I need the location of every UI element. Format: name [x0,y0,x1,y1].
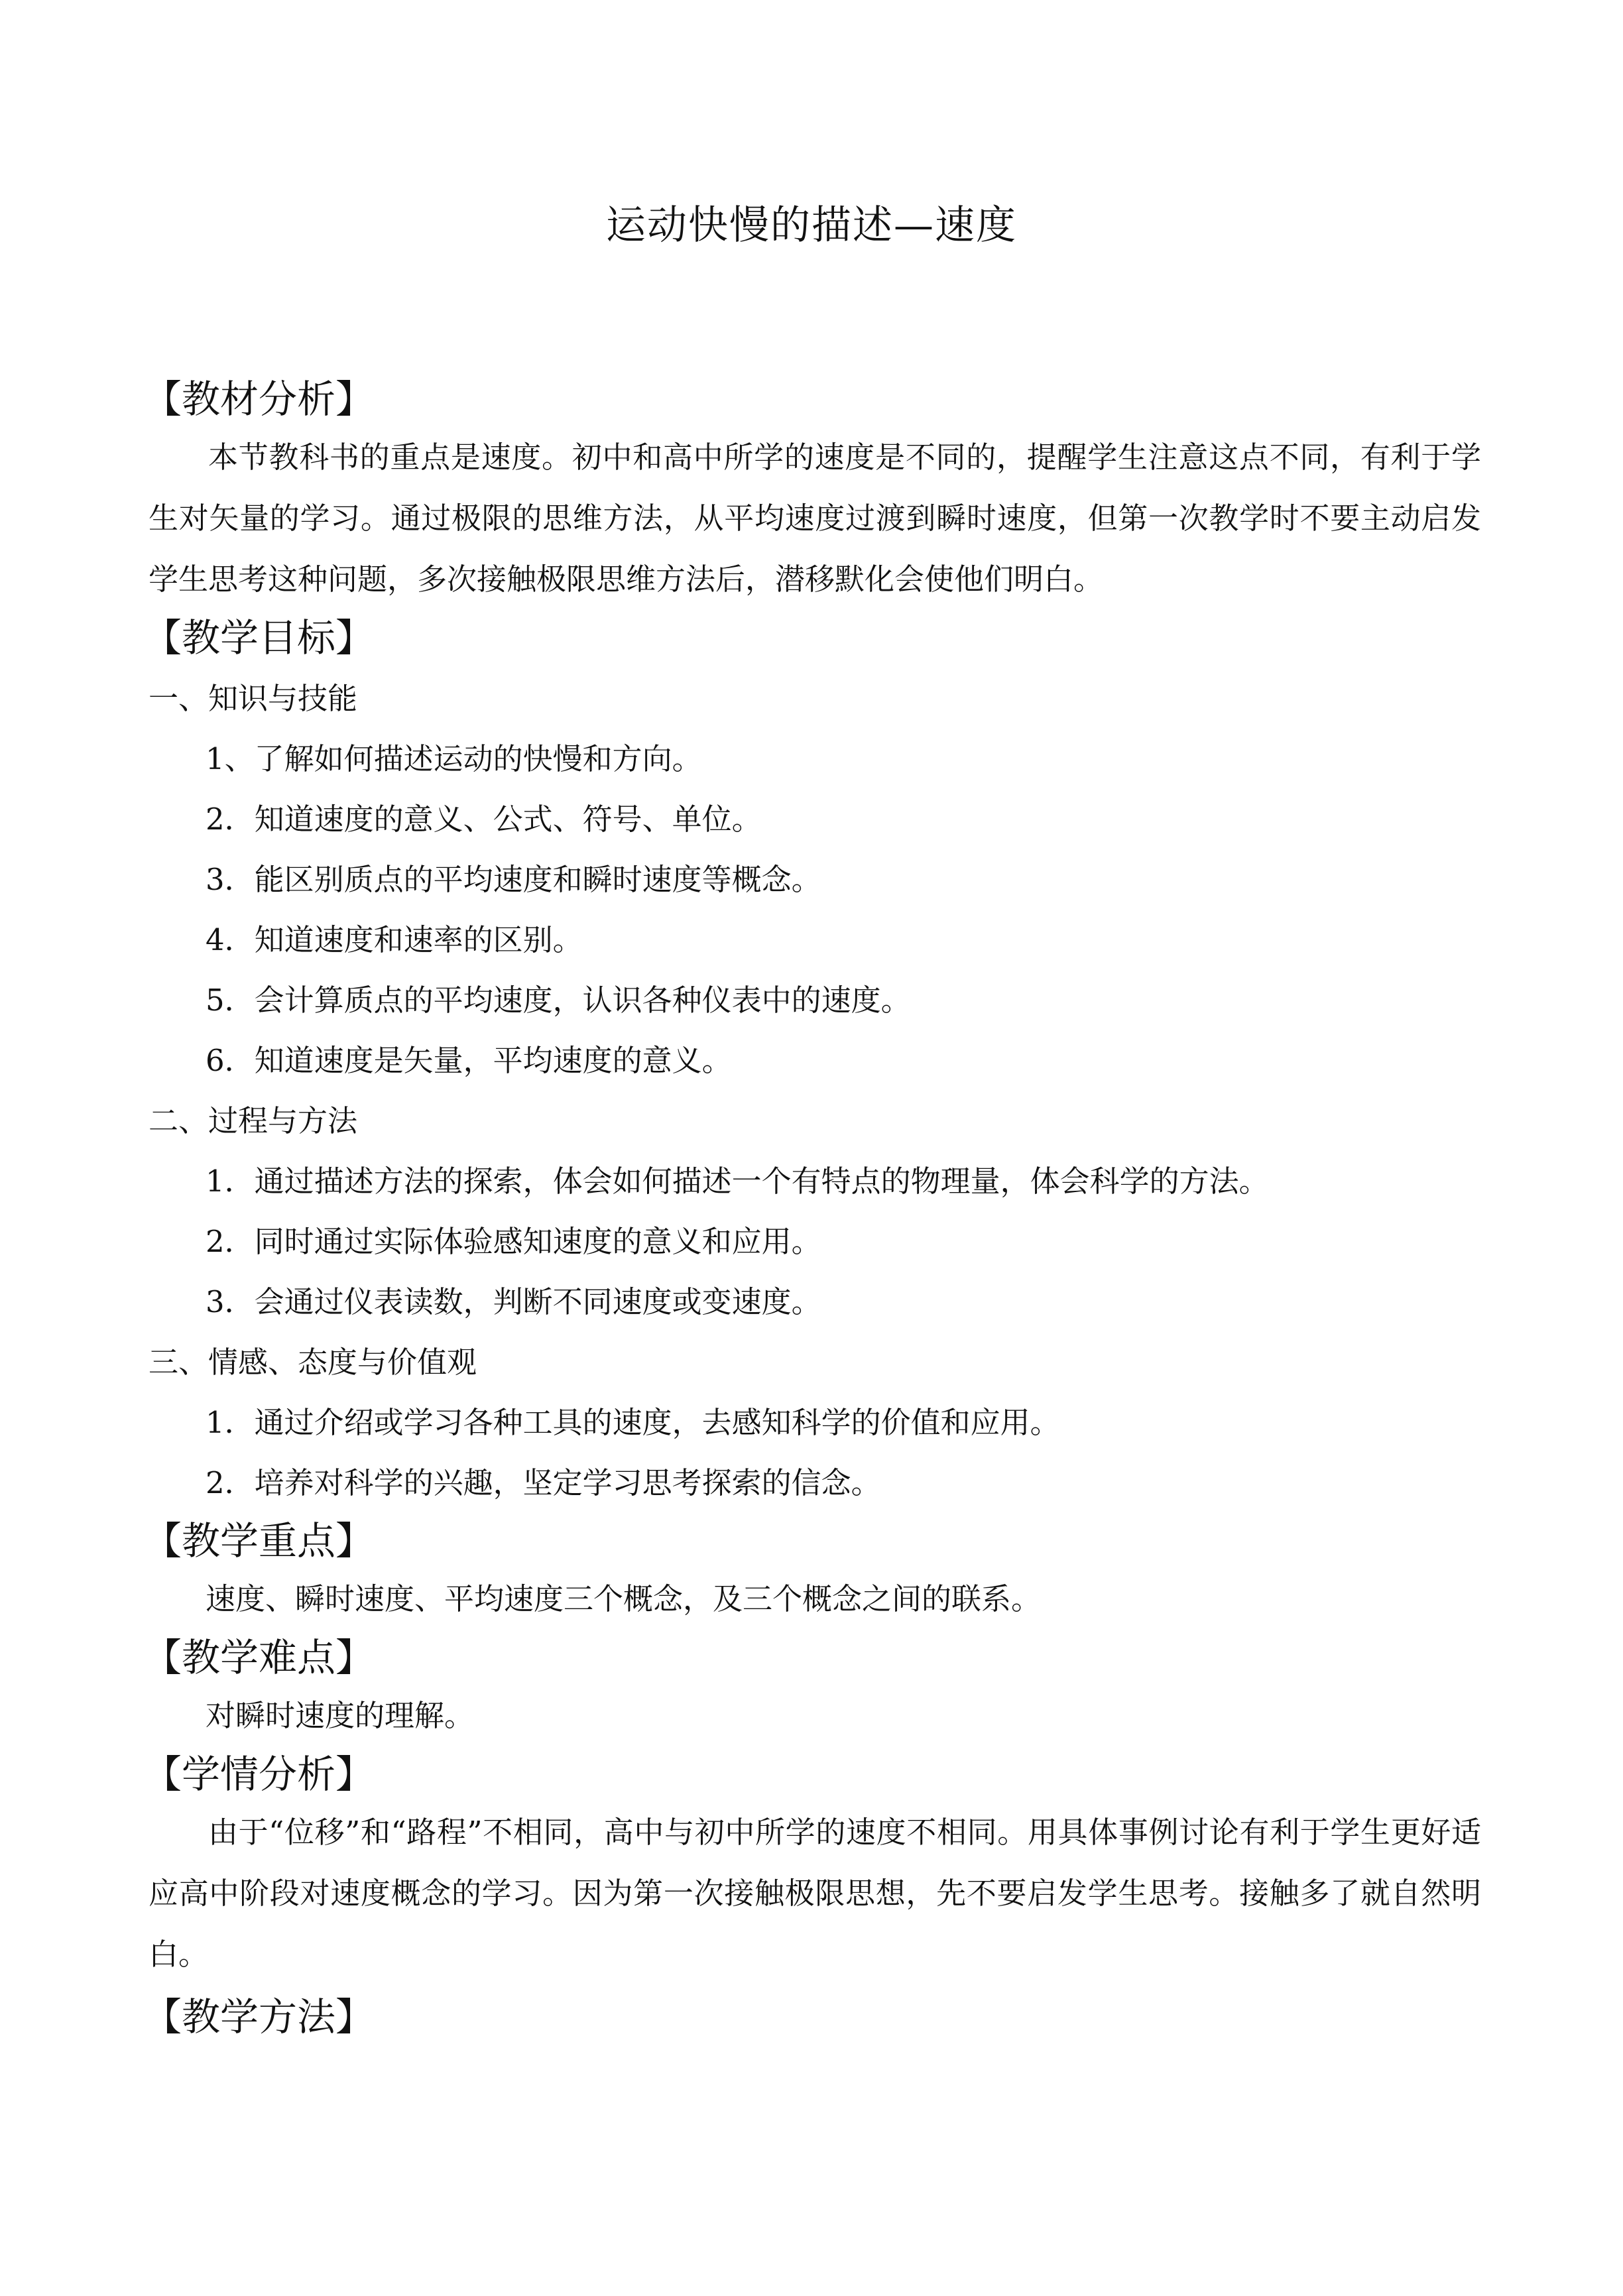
goals-knowledge-item: 1、了解如何描述运动的快慢和方向。 [206,741,702,776]
goals-process-item: 3．会通过仪表读数，判断不同速度或变速度。 [206,1284,821,1319]
heading-textbook-analysis: 【教材分析】 [143,377,375,422]
heading-teaching-method: 【教学方法】 [143,1994,375,2039]
heading-key-points: 【教学重点】 [143,1518,375,1563]
goals-knowledge-item: 4．知道速度和速率的区别。 [206,922,583,957]
student-analysis-paragraph: 由于“位移”和“路程”不相同，高中与初中所学的速度不相同。用具体事例讨论有利于学生更好适应高中阶段对速度概念的学习。因为第一次接触极限思想，先不要启发学生思考。接触多了就自然明白。 [149,1815,1481,1972]
goals-process-item: 1．通过描述方法的探索，体会如何描述一个有特点的物理量，体会科学的方法。 [206,1164,1269,1199]
document-body [143,371,1481,2045]
textbook-analysis-paragraph: 本节教科书的重点是速度。初中和高中所学的速度是不同的，提醒学生注意这点不同，有利于学生对矢量的学习。通过极限的思维方法，从平均速度过渡到瞬时速度，但第一次教学时不要主动启发学生思考这种问题，多次接触极限思维方法后，潜移默化会使他们明白。 [149,440,1481,597]
difficult-points-text: 对瞬时速度的理解。 [206,1698,475,1733]
goals-emotion-label: 三、情感、态度与价值观 [149,1345,477,1380]
heading-teaching-goals: 【教学目标】 [143,615,375,660]
goals-knowledge-label: 一、知识与技能 [149,681,358,716]
goals-knowledge-item: 5．会计算质点的平均速度，认识各种仪表中的速度。 [206,983,911,1018]
key-points-text: 速度、瞬时速度、平均速度三个概念，及三个概念之间的联系。 [206,1581,1042,1616]
heading-student-analysis: 【学情分析】 [143,1752,375,1797]
goals-emotion-item: 2．培养对科学的兴趣，坚定学习思考探索的信念。 [206,1465,881,1500]
goals-process-label: 二、过程与方法 [149,1103,358,1138]
goals-knowledge-item: 6．知道速度是矢量，平均速度的意义。 [206,1043,732,1078]
goals-knowledge-item: 2．知道速度的意义、公式、符号、单位。 [206,802,762,837]
goals-emotion-item: 1．通过介绍或学习各种工具的速度，去感知科学的价值和应用。 [206,1405,1060,1440]
goals-process-item: 2．同时通过实际体验感知速度的意义和应用。 [206,1224,821,1259]
document-title: 运动快慢的描述—速度 [606,202,1017,249]
heading-difficult-points: 【教学难点】 [143,1635,375,1680]
goals-knowledge-item: 3．能区别质点的平均速度和瞬时速度等概念。 [206,862,821,897]
